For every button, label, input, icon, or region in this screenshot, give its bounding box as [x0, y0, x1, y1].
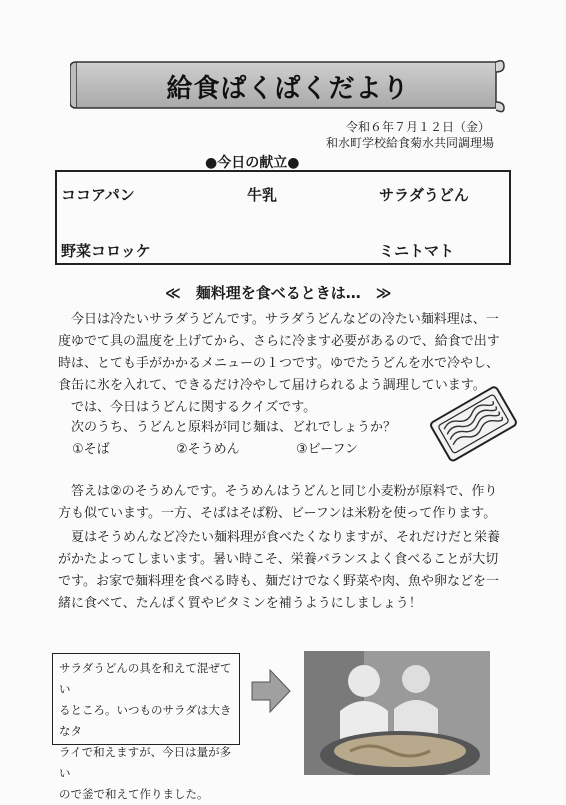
menu-item-vegetable-croquette: 野菜コロッケ [61, 242, 151, 260]
article-line: 答えは②のそうめんです。そうめんはうどんと同じ小麦粉が原料で、作り [58, 484, 498, 499]
article-line: では、今日はうどんに関するクイズです。 [58, 400, 317, 415]
right-arrow-icon [250, 668, 292, 714]
caption-line: サラダうどんの具を和えて混ぜてい [59, 661, 232, 696]
article-line: 緒に食べて、たんぱく質やビタミンを補うようにしましょう！ [58, 596, 422, 611]
article-line: 次のうち、うどんと原料が同じ麺は、どれでしょうか？ [58, 420, 397, 435]
menu-item-mini-tomato: ミニトマト [379, 242, 455, 260]
article-line: 時は、とても手がかかるメニューの１つです。ゆでたうどんを水で冷やし、 [58, 356, 499, 371]
article-line: 方も似ています。一方、そばはそば粉、ビーフンは米粉を使って作ります。 [58, 506, 497, 521]
school-name: 和水町学校給食菊水共同調理場 [325, 136, 494, 150]
photo-caption [52, 653, 240, 801]
issue-date: 令和６年７月１２日（金） [345, 120, 490, 134]
title-banner [70, 58, 506, 114]
caption-line: るところ。いつものサラダは大きなタ [59, 703, 232, 738]
quiz-option: ②そうめん [176, 442, 240, 457]
article-line: 度ゆでて具の温度を上げてから、さらに冷ます必要があるので、給食で出す [58, 334, 500, 349]
caption-line: ので釜で和えて作りました。 [59, 787, 209, 801]
menu-item-milk: 牛乳 [247, 186, 278, 204]
menu-item-salad-udon: サラダうどん [379, 186, 469, 204]
menu-item-cocoa-bread: ココアパン [61, 186, 135, 204]
page-title: 給食ぱくぱくだより [166, 74, 410, 104]
cooking-photo [304, 651, 490, 775]
caption-line: ライで和えますが、今日は量が多い [59, 745, 232, 780]
article-line: 食缶に氷を入れて、できるだけ冷やして届けられるよう調理しています。 [58, 378, 486, 393]
article-line: がかたよってしまいます。暑い時こそ、栄養バランスよく食べることが大切 [58, 552, 499, 567]
menu-heading: ●今日の献立● [205, 155, 300, 171]
kitchen-staff-photo [304, 651, 490, 775]
article-title: ≪ 麺料理を食べるときは… ≫ [165, 284, 392, 302]
article-line: 夏はそうめんなど冷たい麺料理が食べたくなりますが、それだけだと栄養 [58, 530, 501, 545]
menu-box [55, 170, 511, 265]
quiz-option: ①そば [72, 442, 110, 457]
article-line: です。お家で麺料理を食べる時も、麺だけでなく野菜や肉、魚や卵などを一 [58, 574, 499, 589]
noodles-icon [425, 380, 521, 466]
article-line: 今日は冷たいサラダうどんです。サラダうどんなどの冷たい麺料理は、一 [58, 312, 499, 327]
quiz-option: ③ビーフン [296, 442, 358, 457]
